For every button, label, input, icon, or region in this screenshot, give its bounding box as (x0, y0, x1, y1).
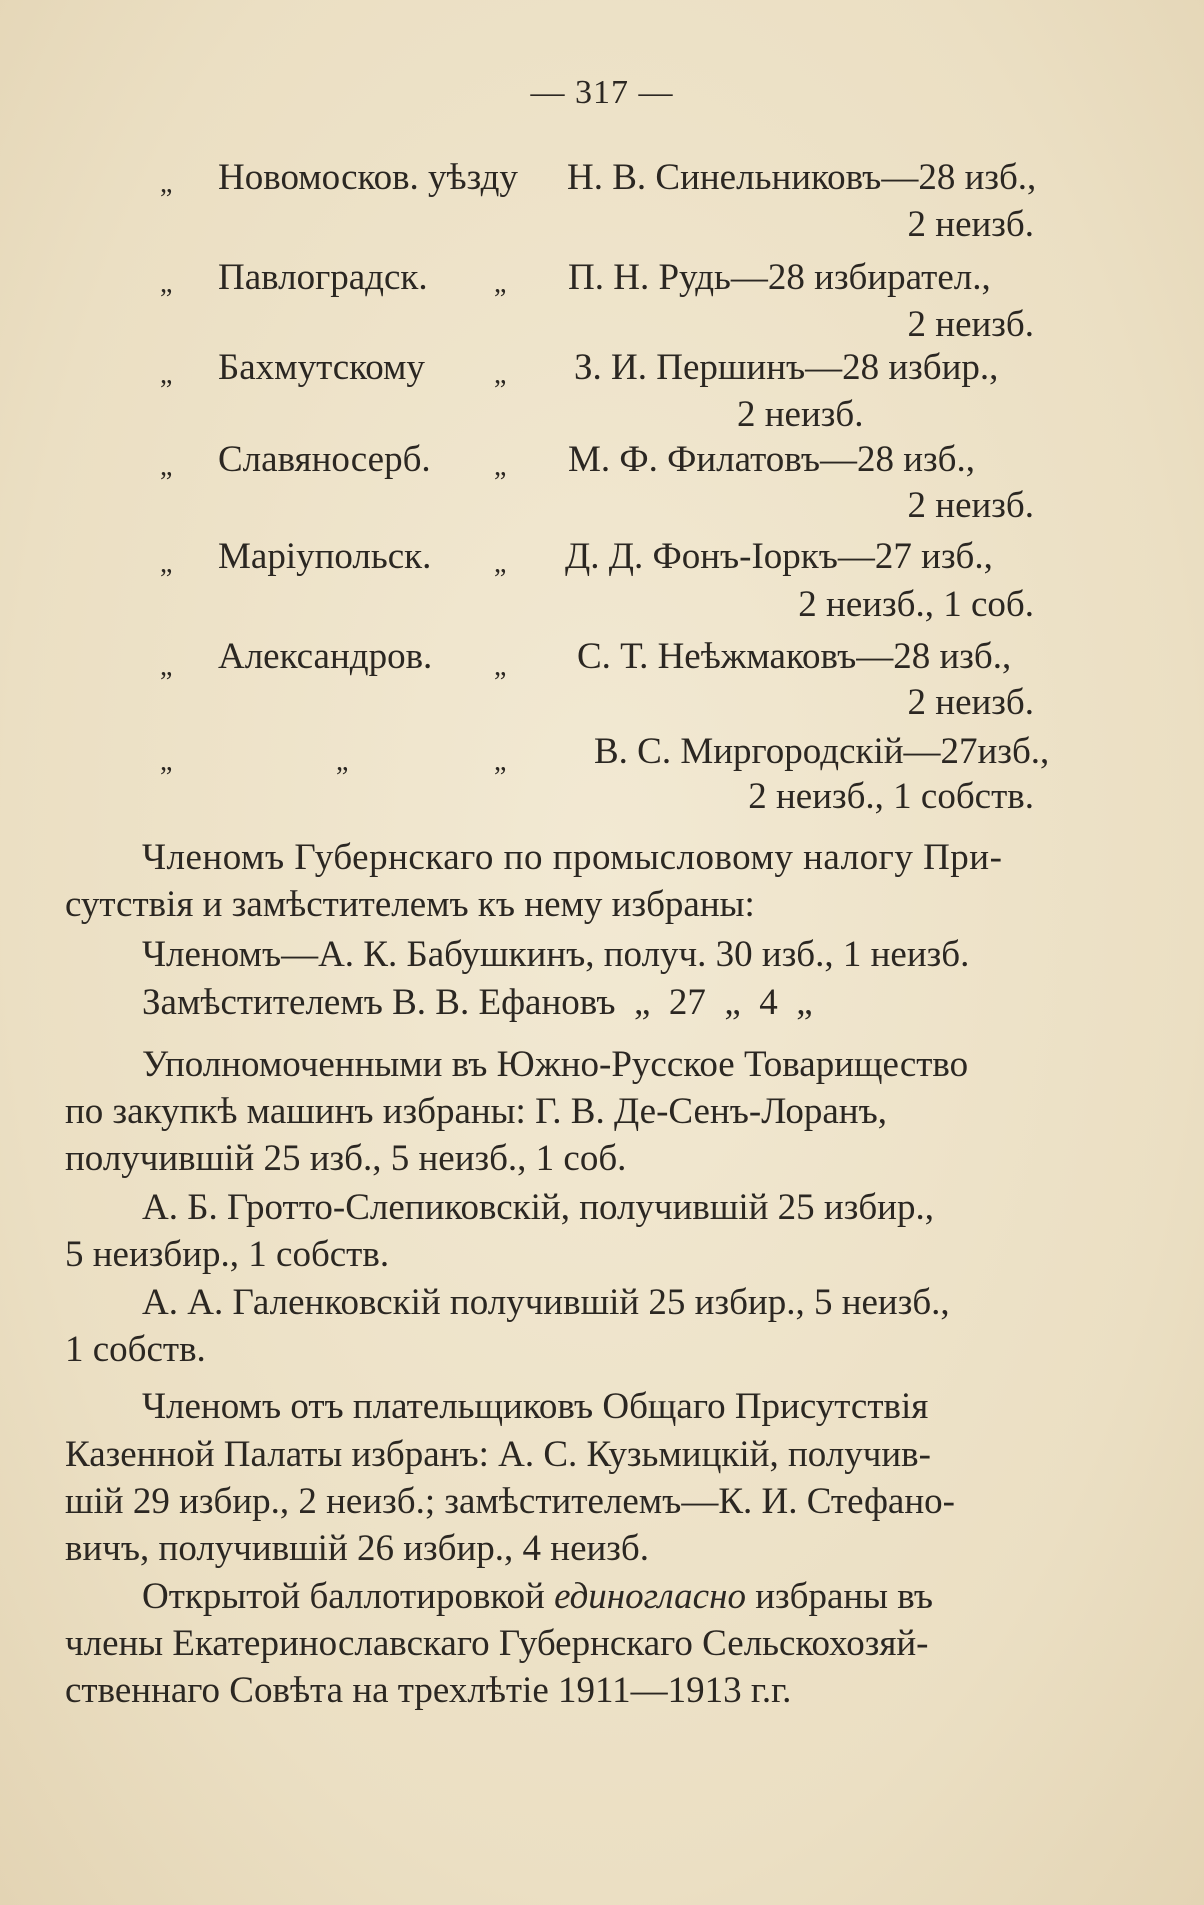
ditto-mark: „ (160, 451, 173, 482)
district-name: Бахмутскому (218, 347, 425, 388)
election-result: Н. В. Синельниковъ—28 изб., (567, 157, 1037, 198)
paragraph-line: Уполномоченными въ Южно-Русское Товарищество (142, 1044, 969, 1085)
paragraph-line: Казенной Палаты избранъ: А. С. Кузьмицкій, получив- (65, 1434, 931, 1475)
paragraph-line: 5 неизбир., 1 собств. (65, 1234, 390, 1275)
election-result: С. Т. Неѣжмаковъ—28 изб., (577, 636, 1012, 677)
text-run: Открытой баллотировкой (142, 1576, 555, 1617)
deputy-line: Замѣстителемъ В. В. Ефановъ „ 27 „ 4 „ (142, 982, 813, 1023)
ditto-mark: „ (494, 548, 507, 579)
election-result: З. И. Першинъ—28 избир., (574, 347, 999, 388)
paragraph-line: сутствія и замѣстителемъ къ нему избраны: (65, 884, 755, 925)
election-result-cont: 2 неизб., 1 соб. (798, 584, 1034, 625)
district-name: Александров. (218, 636, 433, 677)
election-result-cont: 2 неизб. (907, 682, 1034, 723)
paragraph-line: члены Екатеринославскаго Губернскаго Сельскохозяй- (65, 1623, 929, 1664)
paragraph-line: А. Б. Гротто-Слепиковскій, получившій 25 избир., (142, 1187, 934, 1228)
ditto-mark: „ (160, 651, 173, 682)
district-name: Новомосков. уѣзду (218, 157, 518, 198)
ditto-mark: „ (160, 746, 173, 777)
election-result: М. Ф. Филатовъ—28 изб., (568, 439, 975, 480)
paragraph-line: получившій 25 изб., 5 неизб., 1 соб. (65, 1138, 627, 1179)
paragraph-line: ственнаго Совѣта на трехлѣтіе 1911—1913 г.г. (65, 1670, 792, 1711)
ditto-mark: „ (494, 359, 507, 390)
paragraph-line: вичъ, получившій 26 избир., 4 неизб. (65, 1528, 649, 1569)
election-result-cont: 2 неизб. (907, 304, 1034, 345)
election-result: П. Н. Рудь—28 избирател., (568, 257, 991, 298)
district-name: Павлоградск. (218, 257, 428, 298)
ditto-mark: „ (336, 746, 349, 777)
election-result: В. С. Миргородскій—27изб., (594, 731, 1050, 772)
paragraph-line: по закупкѣ машинъ избраны: Г. В. Де-Сенъ-Лоранъ, (65, 1091, 887, 1132)
ditto-mark: „ (494, 746, 507, 777)
ditto-mark: „ (494, 451, 507, 482)
paragraph-line: Членомъ отъ плательщиковъ Общаго Присутствія (142, 1386, 929, 1427)
ditto-mark: „ (494, 651, 507, 682)
ditto-mark: „ (160, 548, 173, 579)
paragraph-line: шій 29 избир., 2 неизб.; замѣстителемъ—К. И. Стефано- (65, 1481, 955, 1522)
paragraph-line: 1 собств. (65, 1329, 206, 1370)
paragraph-line: А. А. Галенковскій получившій 25 избир., 5 неизб., (142, 1282, 950, 1323)
ditto-mark: „ (160, 359, 173, 390)
paragraph-line (142, 1575, 933, 1619)
ditto-mark: „ (160, 168, 173, 199)
page-number: — 317 — (530, 74, 674, 111)
election-result: Д. Д. Фонъ-Іоркъ—27 изб., (565, 536, 993, 577)
paragraph-line: Членомъ Губернскаго по промысловому налогу При- (142, 837, 1003, 878)
italic-emphasis: единогласно (554, 1576, 746, 1617)
election-result-cont: 2 неизб. (907, 485, 1034, 526)
text-run: избраны въ (745, 1576, 933, 1617)
election-result-cont: 2 неизб. (907, 204, 1034, 245)
ditto-mark: „ (494, 268, 507, 299)
election-result-cont: 2 неизб. (737, 394, 864, 435)
member-line: Членомъ—А. К. Бабушкинъ, получ. 30 изб., 1 неизб. (142, 934, 970, 975)
election-result-cont: 2 неизб., 1 собств. (748, 776, 1034, 817)
ditto-mark: „ (160, 268, 173, 299)
district-name: Славяносерб. (218, 439, 431, 480)
district-name: Маріупольск. (218, 536, 432, 577)
